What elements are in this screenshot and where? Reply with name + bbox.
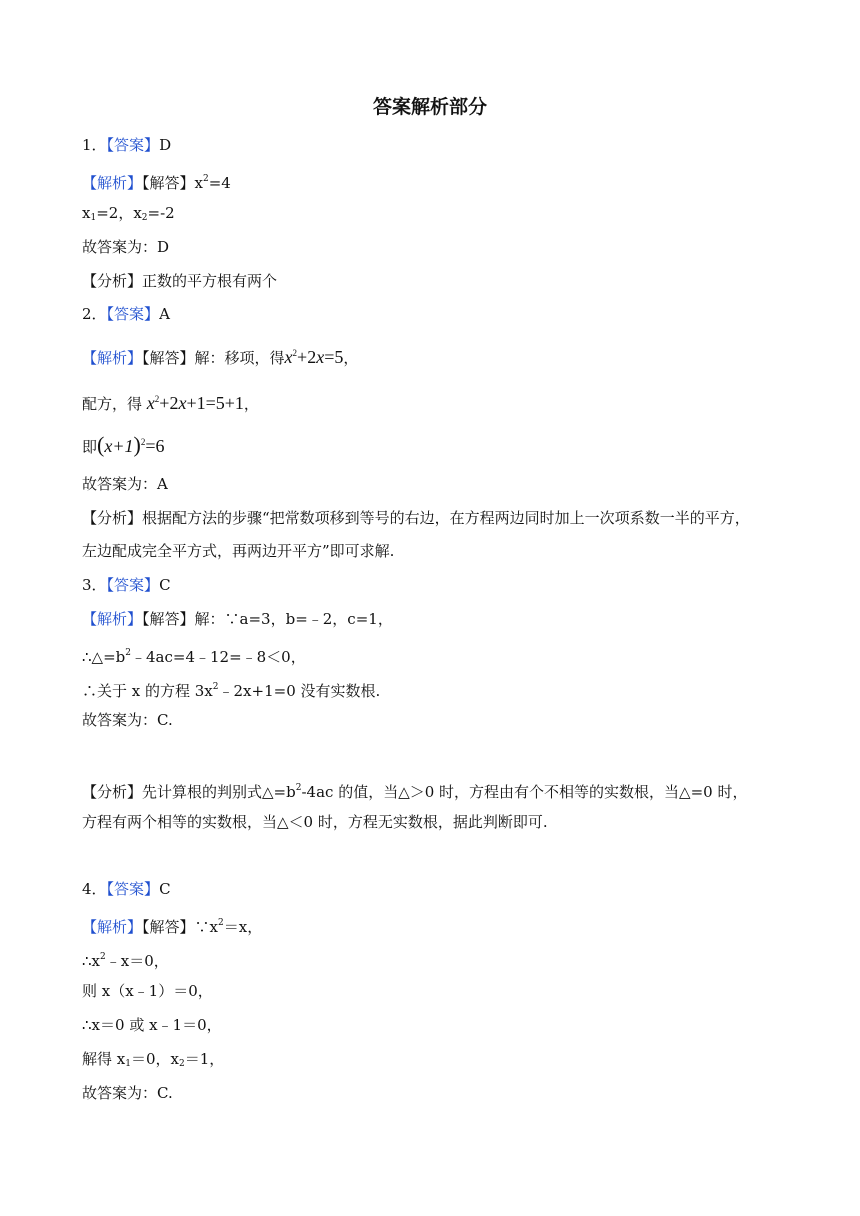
eq-part: +1=5+1 [186, 393, 244, 413]
q2-analysis-text1: 根据配方法的步骤“把常数项移到等号的右边，在方程两边同时加上一次项系数一半的平方， [142, 509, 750, 527]
solution-tag: 【解答】 [142, 610, 195, 628]
analysis-tag: 【解析】 [82, 174, 143, 192]
eq-part: +2 [159, 393, 179, 413]
q4-answer-line [82, 879, 171, 899]
q4-step5-a: 解得 x [82, 1050, 126, 1068]
q1-number: 1． [82, 136, 107, 154]
q4-step5-sub1: 1 [125, 1059, 131, 1069]
q3-step3-a: ∴关于 x 的方程 3x [82, 682, 213, 700]
q4-answer: C [159, 880, 171, 898]
q2-solution-line2: 配方，得 $x^2+2x+1=5+1$， [82, 393, 259, 413]
analyze-tag: 【分析】 [82, 272, 143, 290]
q2-analysis-line2: 左边配成完全平方式，再两边开平方”即可求解. [82, 542, 395, 560]
analysis-tag: 【解析】 [82, 918, 143, 936]
q4-step2-a: ∴x [82, 952, 101, 970]
q1-root-sub2: 2 [141, 213, 148, 223]
q3-step2-a: ∴△=b [82, 648, 126, 666]
q4-step5-sub2: 2 [178, 1059, 185, 1069]
eq-exp: 2 [154, 394, 160, 404]
q4-number: 4． [82, 880, 107, 898]
q3-number: 3． [82, 576, 107, 594]
q4-step2-exp: 2 [100, 952, 106, 962]
q3-step1: 解：∵a=3，b=﹣2，c=1， [194, 610, 393, 628]
q1-root-sub1: 1 [90, 213, 97, 223]
q2-solution-line1: 【解析】【解答】解：移项，得$x^2+2x=5$， [82, 347, 359, 367]
eq-var: x [178, 393, 187, 413]
eq-var: x+1 [104, 436, 134, 456]
q4-step2-c: ﹣x＝0， [105, 952, 169, 970]
q2-final-line: 故答案为：A [82, 475, 168, 493]
q4-solution-line5 [82, 1049, 224, 1074]
q1-analysis-line [82, 271, 277, 291]
q1-eq-rhs: =4 [208, 174, 231, 192]
analyze-tag: 【分析】 [82, 509, 143, 527]
q2-solution-line3 [82, 432, 164, 457]
q4-step1-a: ∵x [194, 918, 218, 936]
q1-root-x: x [82, 204, 91, 222]
answer-tag: 【答案】 [106, 576, 160, 594]
q3-analysis-line2: 方程有两个相等的实数根，当△＜0 时，方程无实数根，据此判断即可. [82, 813, 548, 831]
solution-tag: 【解答】 [142, 174, 195, 192]
q3-step2-c: ﹣4ac=4﹣12=﹣8＜0， [130, 648, 306, 666]
eq-exp: 2 [292, 348, 298, 358]
answer-tag: 【答案】 [106, 880, 160, 898]
q2-answer: A [159, 305, 170, 323]
q1-root-mid: =2，x [96, 204, 142, 222]
q3-solution-line3 [82, 677, 380, 701]
q2-equation-2 [147, 393, 244, 413]
q4-step5-e: ＝1， [184, 1050, 225, 1068]
q1-solution-line [82, 169, 231, 193]
q3-analysis-exp: 2 [295, 783, 302, 793]
q1-answer: D [159, 136, 172, 154]
q4-solution-line3: 则 x（x﹣1）＝0， [82, 982, 213, 1000]
q1-final-line: 故答案为：D [82, 238, 170, 256]
q2-step2-text: 配方，得 [82, 395, 143, 413]
q3-analysis-a: 先计算根的判别式△=b [142, 783, 296, 801]
analysis-tag: 【解析】 [82, 610, 143, 628]
q1-root-end: =-2 [147, 204, 175, 222]
q2-step3-text: 即 [82, 438, 98, 456]
q4-solution-line1 [82, 913, 262, 937]
q2-equation-1 [285, 347, 344, 367]
q4-step1-c: ＝x， [223, 918, 263, 936]
q3-answer: C [159, 576, 171, 594]
q3-solution-line1 [82, 609, 393, 629]
q1-eq-x: x [194, 174, 203, 192]
q3-analysis-line1 [82, 778, 747, 802]
eq-var: x [316, 347, 325, 367]
analyze-tag: 【分析】 [82, 783, 143, 801]
q3-step2-exp: 2 [125, 648, 131, 658]
q2-answer-line [82, 304, 170, 324]
q3-step3-c: ﹣2x+1=0 没有实数根. [218, 682, 381, 700]
q3-solution-line2 [82, 643, 306, 667]
answer-tag: 【答案】 [106, 305, 160, 323]
eq-exp: 2 [140, 437, 146, 447]
open-paren: ( [97, 432, 105, 457]
q2-number: 2． [82, 305, 107, 323]
eq-var: x [284, 347, 293, 367]
eq-var: x [146, 393, 155, 413]
eq-part: +2 [297, 347, 317, 367]
answer-tag: 【答案】 [106, 136, 160, 154]
q3-final-line: 故答案为：C. [82, 711, 173, 729]
q4-step5-c: ＝0，x [130, 1050, 179, 1068]
page-title: 答案解析部分 [372, 96, 487, 118]
analysis-tag: 【解析】 [82, 349, 143, 367]
eq-part: =6 [145, 436, 165, 456]
solution-tag: 【解答】 [142, 349, 195, 367]
q4-step1-exp: 2 [218, 918, 224, 928]
eq-part: =5 [324, 347, 344, 367]
q3-analysis-c: -4ac 的值，当△＞0 时，方程由有个不相等的实数根，当△=0 时， [301, 783, 748, 801]
q2-equation-3 [97, 432, 165, 457]
q4-solution-line4: ∴x＝0 或 x﹣1＝0， [82, 1016, 222, 1034]
q4-final-line: 故答案为：C. [82, 1084, 173, 1102]
q1-answer-line [82, 135, 171, 155]
q1-eq-exp: 2 [203, 174, 209, 184]
q1-analysis-text: 正数的平方根有两个 [142, 272, 278, 290]
q2-step1-text: 解：移项，得 [194, 349, 285, 367]
q4-solution-line2 [82, 947, 169, 971]
close-paren: ) [133, 432, 141, 457]
q3-step3-exp: 2 [212, 682, 219, 692]
q3-answer-line [82, 575, 171, 595]
q1-roots-line [82, 203, 175, 228]
solution-tag: 【解答】 [142, 918, 195, 936]
q2-analysis-line1 [82, 508, 750, 528]
